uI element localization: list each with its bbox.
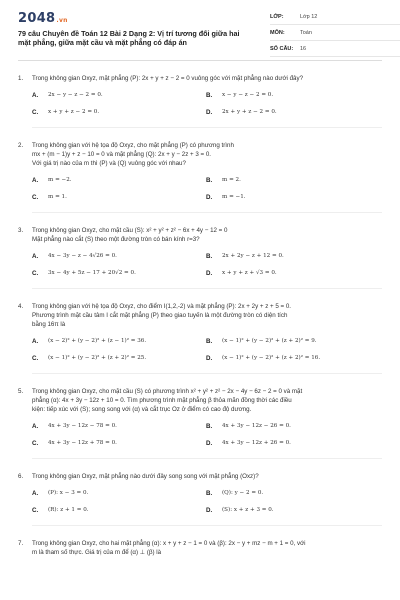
question-text (32, 472, 382, 481)
option-letter: B. (206, 177, 213, 184)
question-item (18, 387, 382, 459)
site-logo[interactable] (18, 11, 68, 26)
document-info (270, 9, 400, 57)
answer-option[interactable] (206, 439, 380, 448)
answer-option[interactable] (206, 193, 380, 202)
option-text: (S): x + z + 3 = 0. (222, 507, 274, 513)
question-text-line: Với giá trị nào của m thì (P) và (Q) vuông góc với nhau? (32, 160, 186, 167)
option-text: x + y + z + √3 = 0. (222, 270, 277, 276)
option-letter: A. (32, 253, 39, 260)
logo-text: 2048 (18, 11, 56, 26)
option-text: m = 2. (222, 177, 241, 183)
option-text: (P): x − 3 = 0. (48, 490, 89, 496)
option-text: x + y + z − 2 = 0. (48, 109, 100, 115)
answer-options (32, 422, 382, 448)
question-list (18, 74, 382, 557)
answer-option[interactable] (206, 269, 380, 278)
option-text: 3x − 4y + 5z − 17 + 20√2 = 0. (48, 270, 136, 276)
option-letter: C. (32, 109, 39, 116)
answer-option[interactable] (32, 337, 206, 346)
question-text-line: Trong không gian Oxyz, cho mặt cầu (S): x² + y² + z² − 6x + 4y − 12 = 0 (32, 227, 228, 234)
option-letter: D. (206, 507, 213, 514)
option-text: 2x − y − z − 2 = 0. (48, 92, 103, 98)
option-text: m = −2. (48, 177, 72, 183)
option-letter: D. (206, 270, 213, 277)
option-letter: C. (32, 194, 39, 201)
option-letter: B. (206, 92, 213, 99)
question-text-line: Trong không gian Oxyz, mặt phẳng nào dưới đây song song với mặt phẳng (Oxz)? (32, 473, 259, 480)
option-text: 4x − 3y − z − 4√26 = 0. (48, 253, 117, 259)
question-text-line: Trong không gian Oxyz, cho mặt cầu (S) có phương trình x² + y² + z² − 2x − 4y − 6z − 2 = 0 và mặt (32, 388, 303, 395)
question-number: 1. (18, 75, 24, 82)
option-text: 2x + y + z − 2 = 0. (222, 109, 277, 115)
option-letter: D. (206, 440, 213, 447)
info-label: MÔN: (270, 29, 285, 36)
option-letter: C. (32, 355, 39, 362)
answer-option[interactable] (206, 176, 380, 185)
question-divider (32, 373, 382, 374)
answer-option[interactable] (206, 354, 380, 363)
answer-options (32, 489, 382, 515)
option-letter: D. (206, 109, 213, 116)
option-text: (x − 2)² + (y − 2)² + (z − 1)² = 36. (48, 338, 147, 344)
question-text-line: mx + (m − 1)y + z − 10 = 0 và mặt phẳng (Q): 2x + y − 2z + 3 = 0. (32, 151, 212, 158)
info-value: Lớp 12 (300, 13, 318, 20)
option-text: m = −1. (222, 194, 246, 200)
option-letter: A. (32, 423, 39, 430)
question-text-line: bằng 16π là (32, 321, 66, 328)
answer-option[interactable] (206, 506, 380, 515)
option-text: 4x + 3y − 12z − 78 = 0. (48, 423, 117, 429)
info-value: 16 (300, 45, 307, 52)
question-item (18, 141, 382, 213)
option-text: 4x + 3y − 12z + 26 = 0. (222, 440, 291, 446)
info-row-count (270, 41, 400, 57)
question-item (18, 539, 382, 557)
option-letter: B. (206, 490, 213, 497)
option-letter: A. (32, 92, 39, 99)
answer-option[interactable] (32, 91, 206, 100)
info-row-subject (270, 25, 400, 41)
option-letter: A. (32, 177, 39, 184)
question-text-line: Trong không gian Oxyz, cho hai mặt phẳng (α): x + y + z − 1 = 0 và (β): 2x − y + mz − m + 1 = 0, với (32, 540, 306, 547)
question-text-line: phẳng (α): 4x + 3y − 12z + 10 = 0. Tìm phương trình mặt phẳng β thỏa mãn đồng thời các điều (32, 397, 292, 404)
option-letter: D. (206, 355, 213, 362)
info-value: Toán (300, 29, 312, 36)
option-text: 2x + 2y − z + 12 = 0. (222, 253, 284, 259)
question-item (18, 302, 382, 374)
option-text: (x − 1)² + (y − 2)² + (z + 2)² = 16. (222, 355, 321, 361)
option-text: (x − 1)² + (y − 2)² + (z + 2)² = 9. (222, 338, 317, 344)
option-text: 4x + 3y − 12z − 26 = 0. (222, 423, 291, 429)
option-letter: A. (32, 490, 39, 497)
option-letter: C. (32, 507, 39, 514)
question-item (18, 74, 382, 128)
option-letter: A. (32, 338, 39, 345)
question-number: 5. (18, 388, 24, 395)
option-letter: B. (206, 423, 213, 430)
answer-option[interactable] (32, 176, 206, 185)
answer-option[interactable] (206, 252, 380, 261)
option-text: (R): z + 1 = 0. (48, 507, 89, 513)
question-text (32, 74, 382, 83)
option-text: m = 1. (48, 194, 67, 200)
answer-option[interactable] (32, 489, 206, 498)
option-text: (x − 1)² + (y − 2)² + (z + 2)² = 25. (48, 355, 147, 361)
question-number: 6. (18, 473, 24, 480)
question-text-line: Trong không gian với hệ tọa độ Oxyz, cho điểm I(1,2,-2) và mặt phẳng (P): 2x + 2y + z + 5 = 0. (32, 303, 292, 310)
option-text: (Q): y − 2 = 0. (222, 490, 264, 496)
question-text-line: Trong không gian với hệ tọa độ Oxyz, cho mặt phẳng (P) có phương trình (32, 142, 234, 149)
info-row-class (270, 9, 400, 25)
question-divider (32, 458, 382, 459)
answer-option[interactable] (32, 506, 206, 515)
answer-option[interactable] (32, 269, 206, 278)
answer-option[interactable] (206, 489, 380, 498)
question-text (32, 387, 382, 414)
answer-option[interactable] (32, 422, 206, 431)
question-text-line: Mặt phẳng nào cắt (S) theo một đường tròn có bán kính r=3? (32, 236, 200, 243)
question-text-line: m là tham số thực. Giá trị của m để (α) ⊥ (β) là (32, 549, 162, 556)
option-text: 4x + 3y − 12z + 78 = 0. (48, 440, 117, 446)
answer-option[interactable] (32, 108, 206, 117)
option-letter: C. (32, 440, 39, 447)
document-title: 79 câu Chuyên đề Toán 12 Bài 2 Dạng 2: Vị trí tương đối giữa hai mặt phẳng, giữa mặt cầu và mặt phẳng có đáp án (18, 29, 240, 48)
answer-option[interactable] (206, 108, 380, 117)
question-text (32, 226, 382, 244)
answer-option[interactable] (206, 337, 380, 346)
answer-options (32, 176, 382, 202)
question-number: 3. (18, 227, 24, 234)
answer-option[interactable] (206, 422, 380, 431)
option-letter: B. (206, 338, 213, 345)
question-divider (32, 127, 382, 128)
info-label: SỐ CÂU: (270, 45, 294, 52)
answer-options (32, 337, 382, 363)
option-letter: B. (206, 253, 213, 260)
answer-option[interactable] (32, 439, 206, 448)
question-divider (32, 288, 382, 289)
answer-option[interactable] (32, 252, 206, 261)
option-text: x − y − z − 2 = 0. (222, 92, 274, 98)
question-text (32, 141, 382, 168)
question-divider (32, 212, 382, 213)
option-letter: C. (32, 270, 39, 277)
answer-option[interactable] (206, 91, 380, 100)
question-item (18, 472, 382, 526)
question-item (18, 226, 382, 289)
info-label: LỚP: (270, 13, 284, 20)
logo-suffix: .vn (56, 17, 68, 24)
question-text-line: kiện: tiếp xúc với (S); song song với (α) và cắt trục Oz ở điểm có cao độ dương. (32, 406, 252, 413)
question-text (32, 539, 382, 557)
question-text-line: Trong không gian Oxyz, mặt phẳng (P): 2x + y + z − 2 = 0 vuông góc với mặt phẳng nào dưới đây? (32, 75, 304, 82)
answer-option[interactable] (32, 193, 206, 202)
question-divider (32, 525, 382, 526)
document-header (18, 8, 382, 61)
question-number: 4. (18, 303, 24, 310)
option-letter: D. (206, 194, 213, 201)
question-number: 7. (18, 540, 24, 547)
answer-options (32, 91, 382, 117)
answer-options (32, 252, 382, 278)
question-text (32, 302, 382, 329)
question-text-line: Phương trình mặt cầu tâm I cắt mặt phẳng (P) theo giao tuyến là một đường tròn có diện tích (32, 312, 288, 319)
question-number: 2. (18, 142, 24, 149)
answer-option[interactable] (32, 354, 206, 363)
